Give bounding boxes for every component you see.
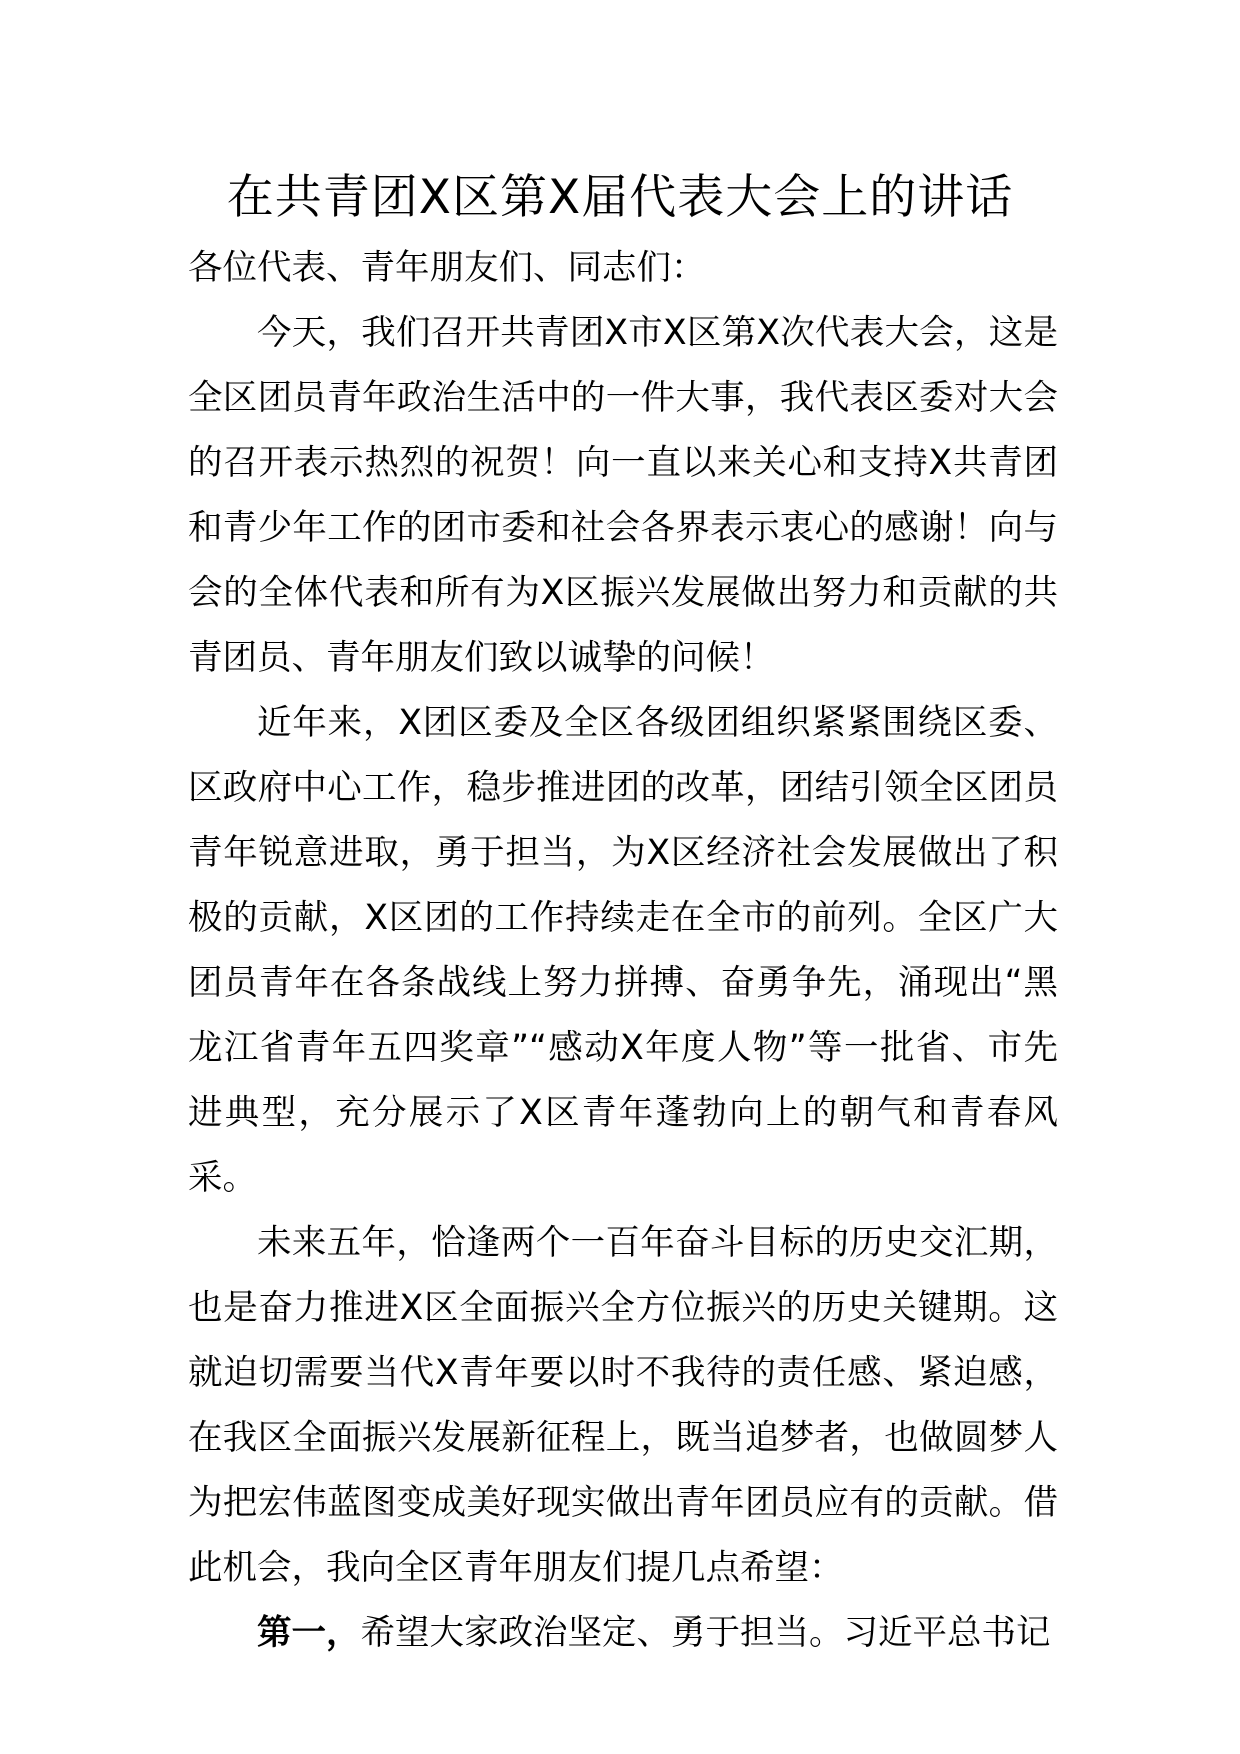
paragraph-first-hope (188, 1601, 1058, 1666)
paragraph-lead: 第一， (257, 1613, 361, 1653)
paragraph-text: 希望大家政治坚定、勇于担当。习近平总书记 (360, 1613, 1051, 1653)
paragraph-achievements (188, 691, 1058, 1211)
paragraph-future (188, 1211, 1058, 1601)
paragraph-text: 未来五年，恰逢两个一百年奋斗目标的历史交汇期，也是奋力推进X区全面振兴全方位振兴的历史关键期。这就迫切需要当代X青年要以时不我待的责任感、紧迫感，在我区全面振兴发展新征程上，既当追梦者，也做圆梦人为把宏伟蓝图变成美好现实做出青年团员应有的贡献。借此机会，我向全区青年朋友们提几点希望： (188, 1223, 1058, 1588)
paragraph-opening (188, 301, 1058, 691)
paragraph-text: 近年来，X团区委及全区各级团组织紧紧围绕区委、区政府中心工作，稳步推进团的改革，团结引领全区团员青年锐意进取，勇于担当，为X区经济社会发展做出了积极的贡献，X区团的工作持续走在全市的前列。全区广大团员青年在各条战线上努力拼搏、奋勇争先，涌现出“黑龙江省青年五四奖章”“感动X年度人物”等一批省、市先进典型，充分展示了X区青年蓬勃向上的朝气和青春风采。 (188, 703, 1058, 1198)
document-title: 在共青团X区第X届代表大会上的讲话 (226, 170, 1014, 225)
salutation: 各位代表、青年朋友们、同志们： (188, 248, 706, 288)
paragraph-text: 今天，我们召开共青团X市X区第X次代表大会，这是全区团员青年政治生活中的一件大事，我代表区委对大会的召开表示热烈的祝贺！向一直以来关心和支持X共青团和青少年工作的团市委和社会各界表示衷心的感谢！向与会的全体代表和所有为X区振兴发展做出努力和贡献的共青团员、青年朋友们致以诚挚的问候！ (188, 313, 1058, 678)
document-body (188, 236, 1058, 1666)
